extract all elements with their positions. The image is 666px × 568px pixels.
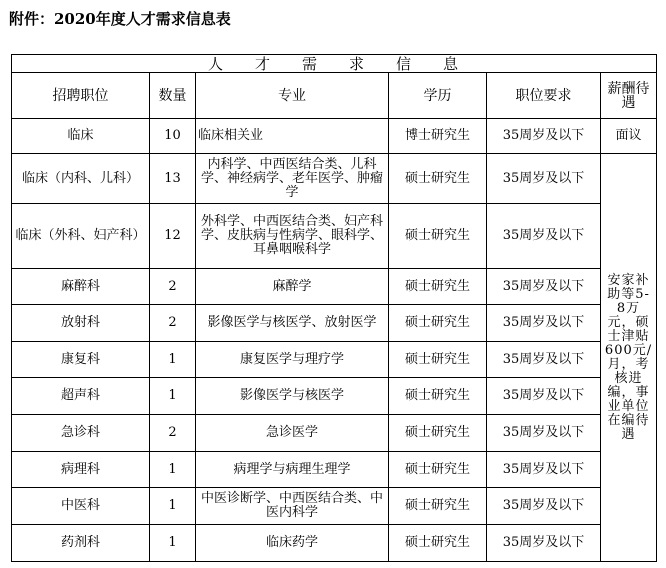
- cell-education: 硕士研究生: [389, 154, 487, 204]
- cell-major: 临床相关业: [196, 119, 389, 154]
- table-row: [12, 269, 657, 305]
- cell-education: 硕士研究生: [389, 204, 487, 269]
- table-row: [12, 525, 657, 562]
- header-education: 学历: [389, 73, 487, 119]
- table-row: [12, 154, 657, 204]
- cell-requirement: 35周岁及以下: [487, 269, 601, 305]
- cell-requirement: 35周岁及以下: [487, 452, 601, 488]
- cell-position: 药剂科: [12, 525, 150, 562]
- cell-major: 影像医学与核医学: [196, 378, 389, 415]
- cell-position: 中医科: [12, 488, 150, 525]
- cell-major: 影像医学与核医学、放射医学: [196, 305, 389, 342]
- cell-requirement: 35周岁及以下: [487, 204, 601, 269]
- cell-education: 硕士研究生: [389, 269, 487, 305]
- cell-position: 临床: [12, 119, 150, 154]
- cell-requirement: 35周岁及以下: [487, 378, 601, 415]
- cell-major: 麻醉学: [196, 269, 389, 305]
- table-row: [12, 378, 657, 415]
- cell-education: 硕士研究生: [389, 342, 487, 378]
- cell-position: 临床（内科、儿科）: [12, 154, 150, 204]
- cell-position: 康复科: [12, 342, 150, 378]
- cell-position: 麻醉科: [12, 269, 150, 305]
- table-row: [12, 119, 657, 154]
- cell-requirement: 35周岁及以下: [487, 342, 601, 378]
- talent-demand-table: [11, 54, 657, 562]
- cell-salary: 面议: [601, 119, 657, 154]
- header-requirement: 职位要求: [487, 73, 601, 119]
- cell-requirement: 35周岁及以下: [487, 119, 601, 154]
- cell-position: 放射科: [12, 305, 150, 342]
- cell-count: 1: [150, 378, 196, 415]
- cell-major: 内科学、中西医结合类、儿科学、神经病学、老年医学、肿瘤学: [196, 154, 389, 204]
- table-row: [12, 204, 657, 269]
- cell-major: 康复医学与理疗学: [196, 342, 389, 378]
- table-banner: 人才需求信息: [12, 55, 657, 73]
- cell-count: 12: [150, 204, 196, 269]
- header-salary: 薪酬待遇: [601, 73, 657, 119]
- cell-education: 硕士研究生: [389, 452, 487, 488]
- cell-education: 博士研究生: [389, 119, 487, 154]
- cell-major: 病理学与病理生理学: [196, 452, 389, 488]
- page-title: 附件：2020年度人才需求信息表: [9, 10, 231, 28]
- cell-count: 2: [150, 305, 196, 342]
- cell-education: 硕士研究生: [389, 378, 487, 415]
- cell-education: 硕士研究生: [389, 525, 487, 562]
- cell-education: 硕士研究生: [389, 415, 487, 452]
- cell-requirement: 35周岁及以下: [487, 525, 601, 562]
- table-row: [12, 415, 657, 452]
- header-major: 专业: [196, 73, 389, 119]
- table-row: [12, 342, 657, 378]
- table-row: [12, 452, 657, 488]
- cell-count: 10: [150, 119, 196, 154]
- cell-major: 临床药学: [196, 525, 389, 562]
- cell-major: 中医诊断学、中西医结合类、中医内科学: [196, 488, 389, 525]
- table-header-row: [12, 73, 657, 119]
- cell-requirement: 35周岁及以下: [487, 488, 601, 525]
- header-count: 数量: [150, 73, 196, 119]
- cell-count: 1: [150, 488, 196, 525]
- cell-count: 13: [150, 154, 196, 204]
- cell-shared-salary: 安家补助等5-8万元，硕士津贴600元/月，考核进编，事业单位在编待遇: [601, 154, 657, 562]
- cell-position: 临床（外科、妇产科）: [12, 204, 150, 269]
- cell-count: 1: [150, 525, 196, 562]
- cell-requirement: 35周岁及以下: [487, 415, 601, 452]
- cell-position: 急诊科: [12, 415, 150, 452]
- table-banner-row: [12, 55, 657, 73]
- cell-count: 2: [150, 269, 196, 305]
- cell-count: 1: [150, 342, 196, 378]
- table-row: [12, 488, 657, 525]
- cell-major: 急诊医学: [196, 415, 389, 452]
- cell-position: 病理科: [12, 452, 150, 488]
- cell-education: 硕士研究生: [389, 488, 487, 525]
- header-position: 招聘职位: [12, 73, 150, 119]
- cell-major: 外科学、中西医结合类、妇产科学、皮肤病与性病学、眼科学、耳鼻咽喉科学: [196, 204, 389, 269]
- cell-position: 超声科: [12, 378, 150, 415]
- table-row: [12, 305, 657, 342]
- cell-requirement: 35周岁及以下: [487, 305, 601, 342]
- cell-count: 1: [150, 452, 196, 488]
- cell-count: 2: [150, 415, 196, 452]
- cell-requirement: 35周岁及以下: [487, 154, 601, 204]
- cell-education: 硕士研究生: [389, 305, 487, 342]
